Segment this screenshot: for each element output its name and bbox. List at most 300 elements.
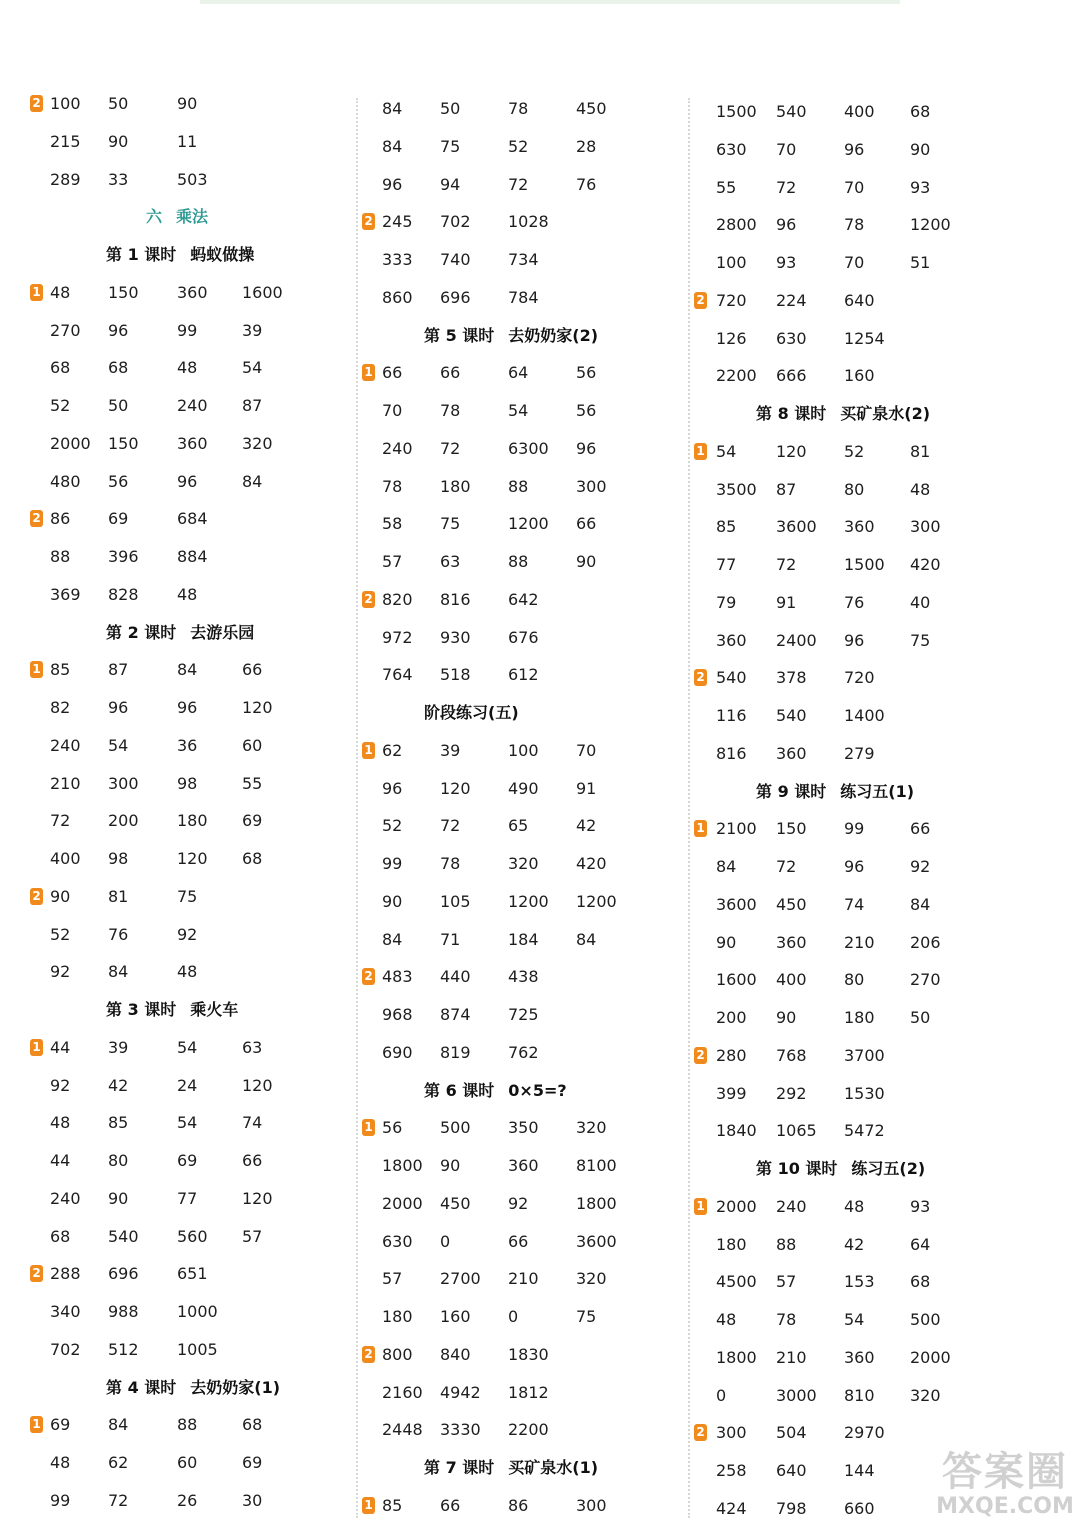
answer-value: 180 [844, 1008, 875, 1027]
heading-title: 0×5=? [508, 1080, 567, 1100]
answer-value: 540 [716, 668, 747, 688]
answer-row [694, 1384, 1014, 1408]
answer-value: 84 [242, 471, 263, 491]
answer-row [30, 696, 350, 720]
answer-value: 70 [576, 740, 597, 760]
answer-value: 40 [910, 592, 931, 612]
answer-value: 75 [910, 630, 931, 650]
answer-value: 210 [844, 932, 875, 952]
answer-value: 57 [776, 1272, 797, 1292]
answer-value: 320 [242, 433, 273, 453]
answer-value: 360 [508, 1156, 539, 1175]
answer-value: 2448 [382, 1420, 423, 1440]
answer-row [362, 626, 682, 650]
answer-value: 4942 [440, 1382, 481, 1402]
answer-value: 93 [910, 1196, 931, 1216]
question-number-badge: 1 [30, 284, 43, 301]
answer-value: 92 [50, 962, 71, 982]
answer-value: 630 [382, 1231, 413, 1251]
lesson-heading [424, 1079, 567, 1103]
question-number-badge: 2 [30, 1265, 43, 1282]
answer-row [694, 704, 1014, 728]
answer-value: 396 [108, 547, 139, 566]
answer-value: 84 [716, 857, 737, 876]
answer-value: 968 [382, 1005, 413, 1024]
answer-value: 81 [108, 886, 129, 906]
answer-row [30, 772, 350, 796]
answer-value: 50 [108, 94, 129, 113]
answer-value: 91 [576, 778, 597, 798]
answer-value: 651 [177, 1264, 208, 1284]
answer-value: 240 [50, 1188, 81, 1208]
answer-row [694, 1082, 1014, 1106]
answer-value: 666 [776, 366, 807, 386]
answer-value: 99 [844, 819, 865, 839]
answer-value: 99 [177, 320, 198, 340]
answer-value: 57 [242, 1226, 263, 1246]
answer-value: 279 [844, 743, 875, 763]
answer-value: 2800 [716, 215, 757, 235]
heading-number: 第 10 课时 [756, 1159, 838, 1178]
answer-value: 56 [108, 471, 129, 491]
answer-row [362, 1154, 682, 1178]
answer-value: 762 [508, 1042, 539, 1062]
lesson-heading [756, 780, 914, 804]
answer-row [30, 734, 350, 758]
answer-value: 94 [440, 174, 461, 194]
answer-row [362, 1418, 682, 1442]
answer-value: 972 [382, 627, 413, 647]
heading-title: 蚂蚁做操 [190, 245, 255, 264]
answer-value: 0 [508, 1307, 519, 1326]
answer-value: 400 [844, 102, 875, 121]
question-number-badge: 2 [694, 1424, 707, 1441]
answer-value: 92 [508, 1193, 529, 1213]
lesson-heading [756, 402, 930, 426]
answer-value: 740 [440, 250, 471, 269]
answer-value: 630 [776, 328, 807, 348]
answer-value: 300 [576, 476, 607, 496]
answer-value: 66 [440, 1495, 461, 1515]
answer-value: 62 [382, 740, 403, 760]
answer-value: 120 [440, 778, 471, 798]
answer-value: 78 [508, 99, 529, 118]
answer-value: 696 [108, 1264, 139, 1284]
answer-value: 3330 [440, 1420, 481, 1440]
answer-value: 503 [177, 169, 208, 189]
answer-value: 70 [844, 253, 865, 272]
column-divider [356, 98, 358, 1518]
answer-value: 224 [776, 290, 807, 310]
answer-value: 320 [576, 1269, 607, 1289]
answer-value: 88 [508, 552, 529, 571]
answer-value: 48 [177, 962, 198, 982]
answer-value: 54 [177, 1113, 198, 1133]
answer-value: 78 [440, 854, 461, 873]
answer-value: 2970 [844, 1423, 885, 1443]
answer-value: 3600 [716, 894, 757, 914]
answer-value: 210 [776, 1347, 807, 1367]
answer-row [694, 1233, 1014, 1257]
answer-value: 90 [382, 891, 403, 911]
answer-value: 85 [50, 660, 71, 680]
heading-number: 第 3 课时 [106, 1000, 177, 1019]
answer-value: 57 [382, 552, 403, 571]
answer-value: 78 [440, 401, 461, 420]
answer-value: 68 [242, 1415, 263, 1435]
answer-value: 860 [382, 287, 413, 307]
answer-row [694, 1270, 1014, 1294]
answer-value: 810 [844, 1385, 875, 1405]
answer-value: 292 [776, 1083, 807, 1103]
answer-row [694, 176, 1014, 200]
answer-value: 81 [910, 441, 931, 461]
lesson-heading [106, 243, 254, 267]
answer-value: 72 [776, 177, 797, 197]
answer-row [694, 1195, 1014, 1219]
question-number-badge: 2 [362, 213, 375, 230]
answer-value: 1800 [382, 1156, 423, 1175]
answer-value: 480 [50, 471, 81, 491]
answer-value: 66 [910, 819, 931, 839]
answer-row [694, 440, 1014, 464]
answer-row [362, 1267, 682, 1291]
answer-value: 160 [844, 366, 875, 386]
answer-value: 1600 [242, 282, 283, 302]
answer-value: 93 [776, 253, 797, 272]
answer-value: 84 [382, 99, 403, 118]
answer-value: 930 [440, 627, 471, 647]
answer-value: 512 [108, 1339, 139, 1359]
answer-value: 72 [440, 438, 461, 458]
answer-row [694, 666, 1014, 690]
answer-value: 240 [50, 735, 81, 755]
answer-value: 1800 [576, 1193, 617, 1213]
answer-row [694, 553, 1014, 577]
answer-value: 72 [776, 555, 797, 574]
answer-value: 11 [177, 131, 198, 151]
answer-value: 450 [576, 99, 607, 118]
answer-value: 39 [242, 320, 263, 340]
answer-value: 24 [177, 1075, 198, 1095]
answer-value: 450 [776, 894, 807, 914]
lesson-heading [424, 324, 598, 348]
answer-value: 66 [242, 1151, 263, 1170]
answer-value: 300 [108, 773, 139, 793]
answer-value: 62 [108, 1453, 129, 1472]
answer-value: 270 [910, 970, 941, 990]
answer-value: 42 [576, 816, 597, 836]
answer-value: 68 [910, 1272, 931, 1292]
answer-value: 1254 [844, 328, 885, 348]
heading-number: 第 6 课时 [424, 1080, 495, 1100]
answer-value: 210 [50, 773, 81, 793]
answer-row [362, 1003, 682, 1027]
answer-value: 87 [108, 660, 129, 680]
watermark-url: MXQE.COM [936, 1494, 1074, 1519]
answer-row [362, 1381, 682, 1405]
answer-value: 96 [576, 438, 597, 458]
answer-value: 764 [382, 665, 413, 685]
answer-value: 75 [440, 136, 461, 156]
answer-value: 100 [508, 740, 539, 760]
question-number-badge: 1 [30, 661, 43, 678]
answer-row [362, 1116, 682, 1140]
answer-value: 245 [382, 212, 413, 232]
answer-value: 1500 [844, 555, 885, 574]
answer-value: 69 [177, 1151, 198, 1170]
answer-value: 96 [177, 698, 198, 717]
answer-value: 1500 [716, 102, 757, 121]
answer-row [30, 658, 350, 682]
answer-row [30, 885, 350, 909]
heading-title: 买矿泉水(2) [840, 404, 931, 423]
heading-title: 去游乐园 [190, 622, 255, 642]
answer-value: 988 [108, 1302, 139, 1321]
answer-value: 99 [50, 1490, 71, 1510]
answer-value: 3700 [844, 1045, 885, 1065]
answer-value: 90 [576, 552, 597, 571]
answer-row [30, 319, 350, 343]
answer-value: 72 [108, 1490, 129, 1510]
answer-row [30, 130, 350, 154]
answer-value: 725 [508, 1005, 539, 1024]
answer-value: 28 [576, 136, 597, 156]
answer-value: 450 [440, 1193, 471, 1213]
answer-value: 70 [382, 401, 403, 420]
answer-value: 96 [382, 174, 403, 194]
answer-value: 1400 [844, 706, 885, 725]
answer-value: 85 [382, 1495, 403, 1515]
answer-value: 360 [844, 1347, 875, 1367]
answer-value: 92 [177, 924, 198, 944]
answer-row [30, 168, 350, 192]
answer-value: 3600 [576, 1231, 617, 1251]
heading-title: 去奶奶家(1) [190, 1377, 281, 1397]
answer-value: 56 [382, 1118, 403, 1138]
answer-value: 88 [177, 1415, 198, 1435]
answer-value: 66 [508, 1231, 529, 1251]
watermark-logo: 答案圈 [942, 1449, 1068, 1495]
answer-value: 84 [108, 1415, 129, 1435]
answer-row [694, 289, 1014, 313]
answer-value: 1530 [844, 1083, 885, 1103]
answer-value: 55 [242, 773, 263, 793]
lesson-heading [424, 701, 519, 725]
heading-number: 阶段练习(五) [424, 703, 519, 722]
answer-value: 57 [382, 1269, 403, 1289]
answer-row [694, 855, 1014, 879]
answer-value: 3600 [776, 517, 817, 537]
answer-value: 52 [50, 924, 71, 944]
answer-value: 78 [844, 215, 865, 235]
answer-value: 500 [910, 1310, 941, 1329]
answer-value: 840 [440, 1344, 471, 1364]
answer-value: 54 [508, 401, 529, 420]
answer-value: 1800 [716, 1347, 757, 1367]
answer-value: 44 [50, 1151, 71, 1170]
question-number-badge: 2 [30, 510, 43, 527]
answer-row [362, 663, 682, 687]
answer-value: 48 [177, 584, 198, 604]
answer-value: 360 [776, 743, 807, 763]
answer-value: 2000 [910, 1347, 951, 1367]
answer-value: 69 [242, 1453, 263, 1472]
answer-value: 116 [716, 706, 747, 725]
lesson-heading [106, 1376, 280, 1400]
answer-value: 58 [382, 514, 403, 534]
answer-row [30, 1149, 350, 1173]
answer-value: 72 [776, 857, 797, 876]
answer-value: 420 [910, 555, 941, 574]
answer-value: 100 [716, 253, 747, 272]
answer-row [30, 1489, 350, 1513]
answer-row [30, 1225, 350, 1249]
answer-value: 180 [382, 1307, 413, 1326]
answer-value: 87 [242, 396, 263, 415]
lesson-heading [106, 621, 254, 645]
question-number-badge: 1 [30, 1039, 43, 1056]
answer-row [362, 286, 682, 310]
answer-row [694, 364, 1014, 388]
answer-value: 76 [576, 174, 597, 194]
answer-value: 828 [108, 584, 139, 604]
answer-value: 819 [440, 1042, 471, 1062]
answer-value: 84 [382, 929, 403, 949]
answer-value: 640 [776, 1461, 807, 1480]
answer-value: 420 [576, 854, 607, 873]
answer-value: 1200 [576, 891, 617, 911]
answer-value: 100 [50, 94, 81, 113]
answer-value: 54 [716, 441, 737, 461]
question-number-badge: 2 [30, 95, 43, 112]
answer-value: 84 [382, 136, 403, 156]
answer-row [362, 814, 682, 838]
heading-number: 第 2 课时 [106, 622, 177, 642]
answer-value: 90 [776, 1008, 797, 1027]
answer-value: 5472 [844, 1121, 885, 1141]
answer-value: 91 [776, 592, 797, 612]
answer-row [694, 591, 1014, 615]
answer-value: 88 [776, 1234, 797, 1254]
answer-row [694, 100, 1014, 124]
question-number-badge: 1 [694, 820, 707, 837]
answer-value: 92 [910, 857, 931, 876]
answer-row [30, 1074, 350, 1098]
answer-value: 72 [508, 174, 529, 194]
heading-title: 练习五(1) [840, 781, 915, 801]
answer-value: 1600 [716, 970, 757, 990]
answer-value: 84 [108, 962, 129, 982]
answer-value: 300 [716, 1423, 747, 1443]
answer-value: 87 [776, 479, 797, 499]
answer-value: 378 [776, 668, 807, 688]
answer-row [30, 583, 350, 607]
answer-row [362, 437, 682, 461]
answer-value: 160 [440, 1307, 471, 1326]
answer-value: 180 [177, 811, 208, 831]
answer-value: 69 [108, 509, 129, 529]
answer-value: 48 [910, 479, 931, 499]
answer-value: 54 [844, 1310, 865, 1329]
answer-value: 90 [50, 886, 71, 906]
answer-value: 0 [440, 1231, 451, 1251]
answer-value: 6300 [508, 438, 549, 458]
answer-value: 360 [844, 517, 875, 537]
answer-row [362, 739, 682, 763]
answer-value: 320 [508, 854, 539, 873]
answer-value: 1005 [177, 1339, 218, 1359]
answer-row [30, 92, 350, 116]
answer-value: 1812 [508, 1382, 549, 1402]
answer-value: 1200 [508, 891, 549, 911]
question-number-badge: 1 [694, 443, 707, 460]
answer-value: 2400 [776, 630, 817, 650]
answer-row [362, 475, 682, 499]
answer-value: 798 [776, 1498, 807, 1518]
answer-value: 77 [177, 1188, 198, 1208]
answer-value: 399 [716, 1083, 747, 1103]
answer-value: 3000 [776, 1385, 817, 1405]
answer-value: 1000 [177, 1302, 218, 1321]
answer-value: 105 [440, 891, 471, 911]
answer-value: 320 [576, 1118, 607, 1138]
answer-row [694, 1006, 1014, 1030]
answer-row [694, 478, 1014, 502]
answer-value: 84 [576, 929, 597, 949]
answer-value: 540 [776, 102, 807, 121]
answer-value: 65 [508, 816, 529, 836]
heading-title: 乘火车 [190, 1000, 239, 1019]
answer-row [694, 138, 1014, 162]
answer-value: 48 [716, 1310, 737, 1329]
answer-value: 85 [716, 517, 737, 537]
answer-value: 120 [177, 849, 208, 868]
answer-value: 784 [508, 287, 539, 307]
answer-value: 54 [242, 358, 263, 378]
question-number-badge: 1 [362, 1497, 375, 1514]
answer-value: 660 [844, 1498, 875, 1518]
answer-value: 42 [844, 1234, 865, 1254]
answer-value: 440 [440, 967, 471, 987]
question-number-badge: 2 [694, 1047, 707, 1064]
answer-value: 90 [716, 932, 737, 952]
answer-value: 884 [177, 547, 208, 566]
answer-row [362, 777, 682, 801]
answer-value: 120 [242, 698, 273, 717]
answer-value: 86 [508, 1495, 529, 1515]
answer-value: 2000 [382, 1193, 423, 1213]
answer-row [362, 97, 682, 121]
answer-value: 734 [508, 250, 539, 269]
answer-row [30, 1187, 350, 1211]
answer-value: 400 [776, 970, 807, 990]
answer-value: 612 [508, 665, 539, 685]
answer-value: 150 [108, 433, 139, 453]
question-number-badge: 1 [694, 1198, 707, 1215]
answer-row [30, 960, 350, 984]
answer-value: 438 [508, 967, 539, 987]
answer-value: 51 [910, 253, 931, 272]
answer-value: 702 [50, 1339, 81, 1359]
answer-value: 424 [716, 1498, 747, 1518]
heading-number: 第 1 课时 [106, 245, 177, 264]
answer-row [30, 1111, 350, 1135]
answer-value: 1200 [910, 215, 951, 235]
answer-value: 96 [844, 139, 865, 159]
answer-value: 75 [576, 1307, 597, 1326]
answer-value: 90 [108, 1188, 129, 1208]
